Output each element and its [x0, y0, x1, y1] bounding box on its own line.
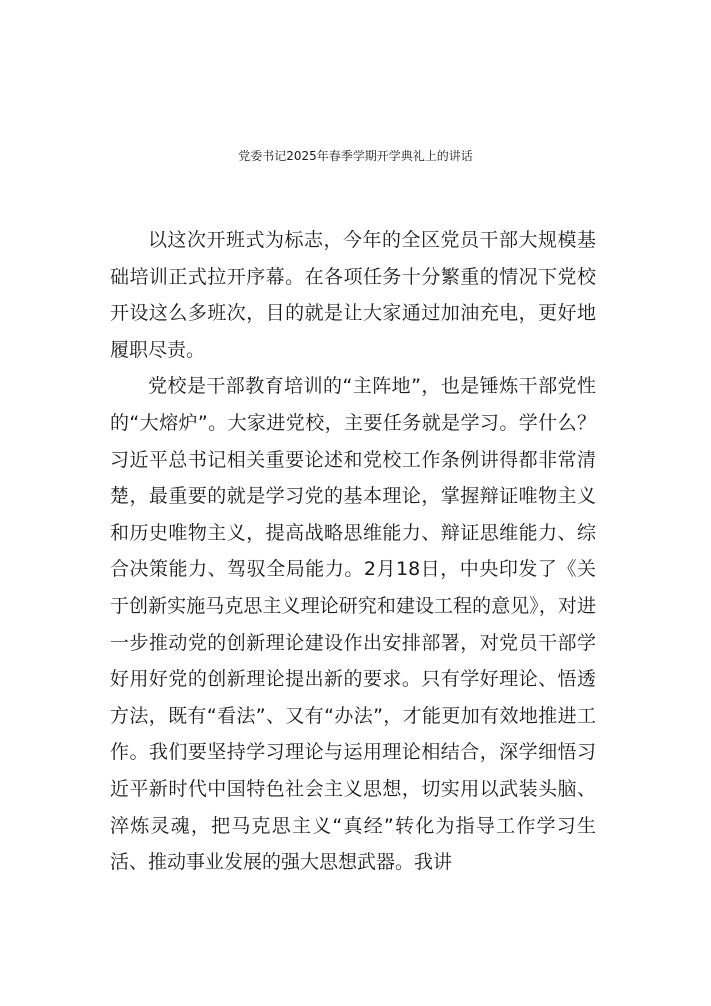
- paragraph: 党校是干部教育培训的“主阵地”，也是锤炼干部党性的“大熔炉”。大家进党校，主要任务就是学习。学什么？习近平总书记相关重要论述和党校工作条例讲得都非常清楚，最重要的就是学习党的基本理论，掌握辩证唯物主义和历史唯物主义，提高战略思维能力、辩证思维能力、综合决策能力、驾驭全局能力。2月18日，中央印发了《关于创新实施马克思主义理论研究和建设工程的意见》，对进一步推动党的创新理论建设作出安排部署，对党员干部学好用好党的创新理论提出新的要求。只有学好理论、悟透方法，既有“看法”、又有“办法”，才能更加有效地推进工作。我们要坚持学习理论与运用理论相结合，深学细悟习近平新时代中国特色社会主义思想，切实用以武装头脑、淬炼灵魂，把马克思主义“真经”转化为指导工作学习生活、推动事业发展的强大思想武器。我讲: [110, 375, 596, 874]
- document-title: 党委书记2025年春季学期开学典礼上的讲话: [238, 149, 473, 163]
- paragraph: 以这次开班式为标志，今年的全区党员干部大规模基础培训正式拉开序幕。在各项任务十分繁重的情况下党校开设这么多班次，目的就是让大家通过加油充电，更好地履职尽责。: [110, 229, 596, 361]
- document-body: [110, 222, 596, 881]
